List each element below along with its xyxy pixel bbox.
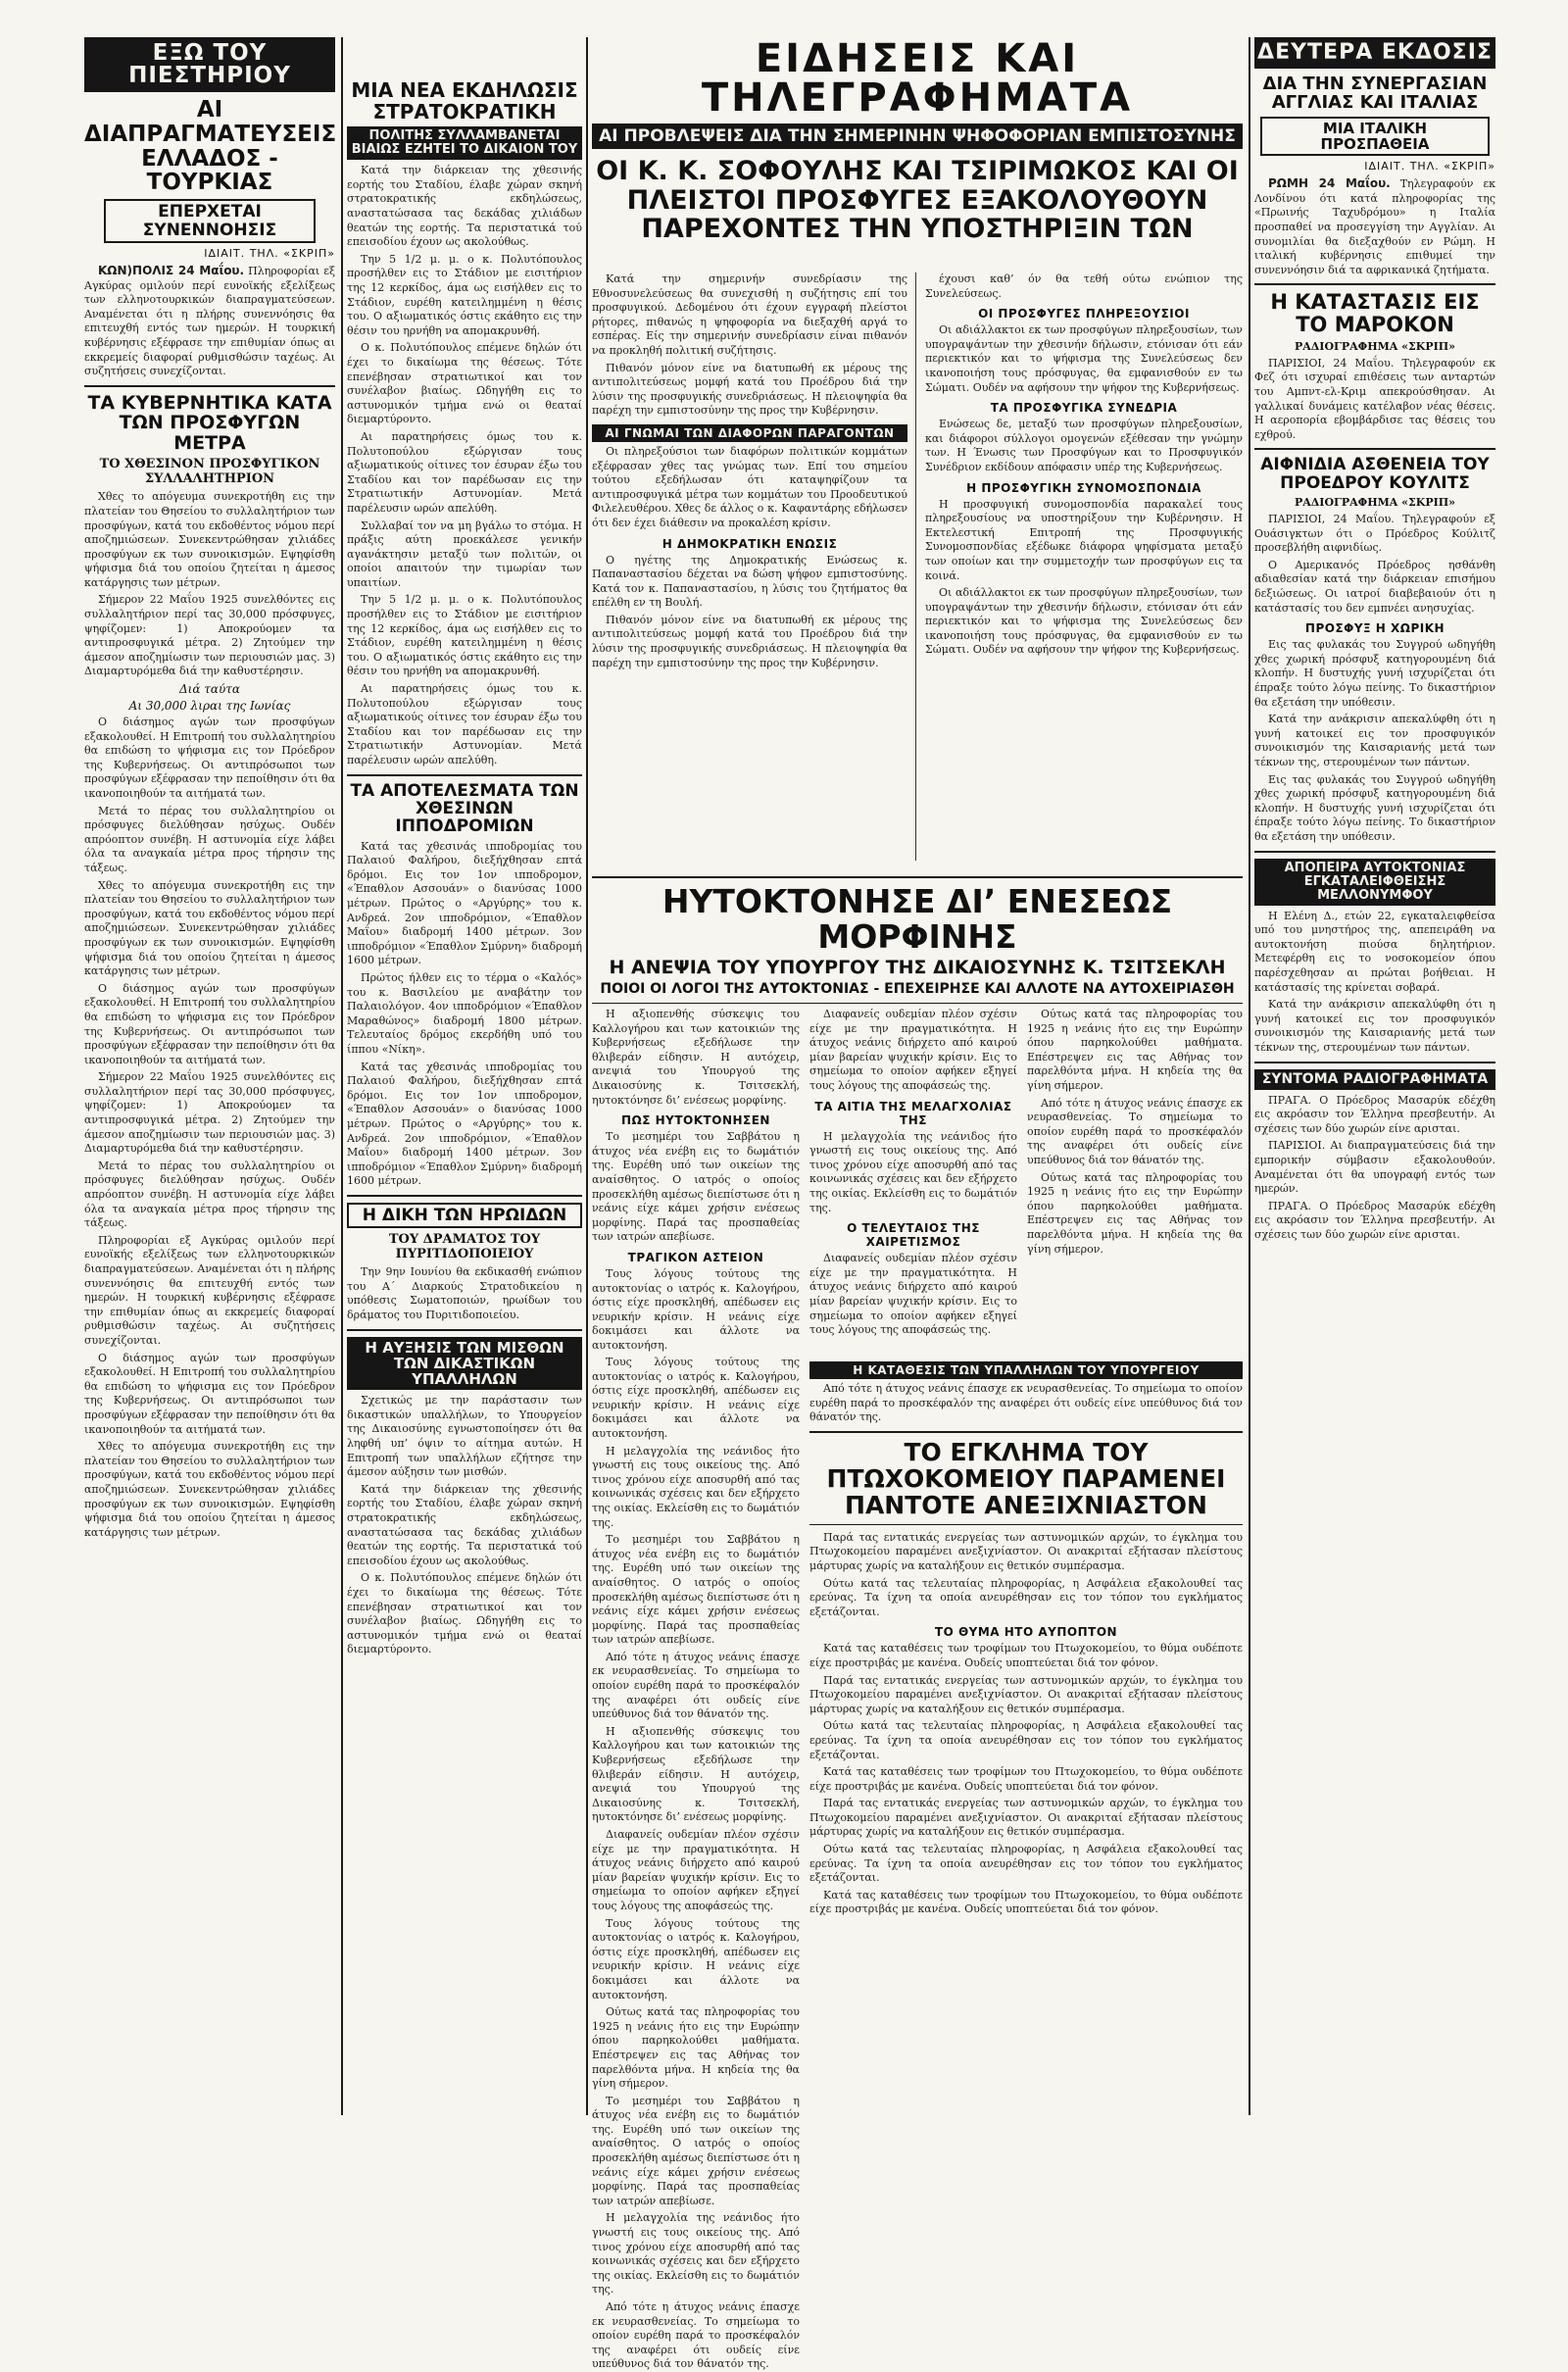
headline-coolidge: ΑΙΦΝΙΔΙΑ ΑΣΘΕΝΕΙΑ ΤΟΥ ΠΡΟΕΔΡΟΥ ΚΟΥΛΙΤΣ xyxy=(1260,455,1490,493)
article-text: Από τότε η άτυχος νεάνις έπασχε εκ νευρασθενείας. Το σημείωμα το οποίον ευρέθη παρά το προσκέφαλόν της αναφέρει ότι ουδείς είνε υπεύθυνος διά τον θάνατόν της. xyxy=(592,2300,800,2371)
divider xyxy=(1254,283,1495,285)
radiogram-label: ΡΑΔΙΟΓΡΑΦΗΜΑ «ΣΚΡΙΠ» xyxy=(1294,496,1456,510)
subhead-citizen-arrested: ΠΟΛΙΤΗΣ ΣΥΛΛΑΜΒΑΝΕΤΑΙ ΒΙΑΙΩΣ ΕΖΗΤΕΙ ΤΟ ΔΙΚΑΙΟΝ ΤΟΥ xyxy=(347,126,582,160)
article-text: Εις τας φυλακάς του Συγγρού ωδηγήθη χθες χωρική πρόσφυξ κατηγορουμένη διά κλοπήν. Η δυστυχής γυνή ισχυρίζεται ότι έπραξε τούτο λόγω πείνης. Το δικαστήριον θα εξετάση την υπόθεσιν. xyxy=(1254,638,1495,709)
article-text: Η αξιοπενθής σύσκεψις του Καλλογήρου και των κατοικιών της Κυβερνήσεως εξεδήλωσε την θλιβεράν είδησιν. Η αυτόχειρ, ανεψιά του Υπουργού της Δικαιοσύνης κ. Τσιτσεκλή, ηυτοκτόνησε δι’ ενέσεως μορφίνης. xyxy=(592,1008,800,1107)
article-text: Κατά την σημερινήν συνεδρίασιν της Εθνοσυνελεύσεως θα συνεχισθή η συζήτησις επί του προσφυγικού. Δεδομένου ότι έχουν εγγραφή πλείστοι ρήτορες, πιθανώς η ψηφοφορία να διεξαχθή αργά το εσπέρας. Είς την σημερινήν συνεδρίασιν είναι πιθανόν να προκληθή πολιτική συζήτησις. xyxy=(592,272,907,357)
divider xyxy=(347,1329,582,1331)
dateline: ΡΩΜΗ 24 Μαΐου. xyxy=(1268,176,1391,191)
bottom-section xyxy=(592,1356,1243,2371)
article-text: ΠΑΡΙΣΙΟΙ, 24 Μαΐου. Τηλεγραφούν εξ Ουάσιγκτων ότι ο Πρόεδρος Κούλιτζ προσεβλήθη αιφνιδίως. xyxy=(1254,513,1495,555)
subheading: ΠΡΟΣΦΥΞ Η ΧΩΡΙΚΗ xyxy=(1304,621,1446,636)
article-text: Παρά τας εντατικάς ενεργείας των αστυνομικών αρχών, το έγκλημα του Πτωχοκομείου παραμένει ανεξιχνίαστον. Οι ανακριταί εξήτασαν πλείστους μάρτυρας χωρίς να καταλήξουν εις θετικόν συμπέρασμα. xyxy=(809,1530,1243,1572)
article-text: Πρώτος ήλθεν εις το τέρμα ο «Καλός» του κ. Βασιλείου με αναβάτην τον Παλαιολόγον. 4ον ιπποδρόμιον «Έπαθλον Μαραθώνος» διαδρομή 1800 μέτρων. Τελευταίος δρόμος εκερδήθη υπό του ίππου «Νίκη». xyxy=(347,971,582,1056)
article-text: Οι αδιάλλακτοι εκ των προσφύγων πληρεξουσίων, των υπογραψάντων την χθεσινήν δήλωσιν, ετόνισαν ότι εάν περιεκτικόν και το ψήφισμα της Συνελεύσεως δεν ικανοποιήση τους πρόσφυγας, θα εμφανισθούν εν τω Σώματι. Ουδέν να αφήσουν την ψήφον της Κυβερνήσεως. xyxy=(925,323,1243,394)
article-text: Παρά τας εντατικάς ενεργείας των αστυνομικών αρχών, το έγκλημα του Πτωχοκομείου παραμένει ανεξιχνίαστον. Οι ανακριταί εξήτασαν πλείστους μάρτυρας χωρίς να καταλήξουν εις θετικόν συμπέρασμα. xyxy=(809,1797,1243,1839)
article-text: Πληροφορίαι εξ Αγκύρας ομιλούν περί ευνοϊκής εξελίξεως των ελληνοτουρκικών διαπραγματεύσεων. Αναμένεται ότι η πλήρης συνεννόησις θα επιτευχθή εντός των ημερών. Η τουρκική κυβέρνησις εξέφρασε την επιθυμίαν όπως αι εκκρεμείς διαφοραί ρυθμισθώσιν ταχέως. Αι συζητήσεις συνεχίζονται. xyxy=(84,1233,335,1347)
headline-refugee-measures: ΤΑ ΚΥΒΕΡΝΗΤΙΚΑ ΚΑΤΑ ΤΩΝ ΠΡΟΣΦΥΓΩΝ ΜΕΤΡΑ xyxy=(87,391,332,454)
headline-cooperation: ΔΙΑ ΤΗΝ ΣΥΝΕΡΓΑΣΙΑΝ ΑΓΓΛΙΑΣ ΚΑΙ ΙΤΑΛΙΑΣ xyxy=(1262,74,1488,114)
column-3 xyxy=(592,36,1243,2371)
subhead-gunpowder: ΤΟΥ ΔΡΑΜΑΤΟΣ ΤΟΥ ΠΥΡΙΤΙΔΟΠΟΙΕΙΟΥ xyxy=(388,1232,541,1262)
subheading: ΑΙ ΓΝΩΜΑΙ ΤΩΝ ΔΙΑΦΟΡΩΝ ΠΑΡΑΓΟΝΤΩΝ xyxy=(592,424,907,442)
headline-suicide-attempt: ΑΠΟΠΕΙΡΑ ΑΥΤΟΚΤΟΝΙΑΣ ΕΓΚΑΤΑΛΕΙΦΘΕΙΣΗΣ ΜΕΛΛΟΝΥΜΦΟΥ xyxy=(1254,859,1495,906)
headline-poorhouse-crime: ΤΟ ΕΓΚΛΗΜΑ ΤΟΥ ΠΤΩΧΟΚΟΜΕΙΟΥ ΠΑΡΑΜΕΝΕΙ ΠΑΝΤΟΤΕ ΑΝΕΞΙΧΝΙΑΣΤΟΝ xyxy=(826,1437,1226,1519)
article-text: Τηλεγραφούν εκ Λονδίνου ότι κατά πληροφορίας της «Πρωινής Ταχυδρόμου» η Ιταλία προσπαθεί να προσεγγίση την Αγγλίαν. Αι συνομιλίαι θα διεξαχθούν εν Ρώμη. Η ιταλική κυβέρνησις επιθυμεί την συνεννόησιν διά τα αφρικανικά ζητήματα. xyxy=(1254,177,1495,276)
article-text: Σχετικώς με την παράστασιν των δικαστικών υπαλλήλων, το Υπουργείον της Δικαιοσύνης εγνωστοποίησεν ότι θα ληφθή υπ’ όψιν το αίτημα αυτών. Η Επιτροπή των υπαλλήλων εζήτησε την άμεσον αύξησιν των μισθών. xyxy=(347,1394,582,1479)
subhead-agreement: ΕΠΕΡΧΕΤΑΙ ΣΥΝΕΝΝΟΗΣΙΣ xyxy=(104,199,316,243)
article-text: Η μελαγχολία της νεάνιδος ήτο γνωστή εις τους οικείους της. Από τινος χρόνου είχε αποσυρθή από τας κοινωνικάς σχέσεις και δεν εξήρχετο της οικίας. Εκλείσθη εις το δωμάτιόν της. xyxy=(592,1444,800,1529)
suicide-columns xyxy=(592,1008,1243,1352)
article-text: Ο ηγέτης της Δημοκρατικής Ενώσεως κ. Παπαναστασίου δέχεται να δώση ψήφον εμπιστοσύνης. Κατά τον κ. Παπαναστασίου, η λύσις του ζητήματος θα επέλθη εν τη Βουλή. xyxy=(592,553,907,610)
headline-confidence-vote: ΑΙ ΠΡΟΒΛΕΨΕΙΣ ΔΙΑ ΤΗΝ ΣΗΜΕΡΙΝΗΝ ΨΗΦΟΦΟΡΙΑΝ ΕΜΠΙΣΤΟΣΥΝΗΣ xyxy=(592,124,1243,149)
headline-militarist: ΜΙΑ ΝΕΑ ΕΚΔΗΛΩΣΙΣ ΣΤΡΑΤΟΚΡΑΤΙΚΗ xyxy=(351,78,578,124)
article-text: Πιθανόν μόνον είνε να διατυπωθή εκ μέρους της αντιπολιτεύσεως μομφή κατά του Προέδρου διά την λύσιν της προσφυγικής συνεδριάσεως. Η πλειοψηφία θα παρέχη την εμπιστοσύνην της προς την Κυβέρνησιν. xyxy=(592,613,907,669)
column-rule xyxy=(586,37,588,2115)
article-text: ΠΑΡΙΣΙΟΙ. Αι διαπραγματεύσεις διά την εμπορικήν σύμβασιν εξακολουθούν. Αναμένεται ότι θα υπογραφή εντός των ημερών. xyxy=(1254,1139,1495,1196)
article-text: Ούτω κατά τας τελευταίας πληροφορίας, η Ασφάλεια εξακολουθεί τας ερεύνας. Τα ίχνη τα οποία ανευρέθησαν εις τον τόπον του εγκλήματος εξετάζονται. xyxy=(809,1576,1243,1618)
article-text: Ούτως κατά τας πληροφορίας του 1925 η νεάνις ήτο εις την Ευρώπην όπου παρηκολούθει μαθήματα. Επέστρεψεν εις τας Αθήνας τον παρελθόντα μήνα. Η κηδεία της θα γίνη σήμερον. xyxy=(592,2005,800,2091)
headline-negotiations: ΑΙ ΔΙΑΠΡΑΓΜΑΤΕΥΣΕΙΣ ΕΛΛΑΔΟΣ - ΤΟΥΡΚΙΑΣ xyxy=(84,97,337,196)
article-text: Το μεσημέρι του Σαββάτου η άτυχος νέα ενέβη εις το δωμάτιόν της. Ευρέθη υπό των οικείων της αναίσθητος. Ο ιατρός ο οποίος προσεκλήθη αμέσως διεπίστωσε ότι η νεάνις είχε κάμει χρήσιν ενέσεως μορφίνης. Παρά τας προσπαθείας των ιατρών απεβίωσε. xyxy=(592,1533,800,1647)
subhead-rally: ΤΟ ΧΘΕΣΙΝΟΝ ΠΡΟΣΦΥΓΙΚΟΝ ΣΥΛΛΑΛΗΤΗΡΙΟΝ xyxy=(99,457,320,487)
suicide-col-c xyxy=(1027,1008,1243,1346)
article-text: Σήμερον 22 Μαΐου 1925 συνελθόντες εις συλλαλητήριον περί τας 30,000 πρόσφυγες, ψηφίζομεν: 1) Αποκρούομεν τα αντιπροσφυγικά μέτρα. 2) Ζητούμεν την άμεσον αποζημίωσιν των περιουσιών μας. 3) Διαμαρτυρόμεθα διά την καθυστέρησιν. xyxy=(84,1070,335,1156)
subheading: ΟΙ ΠΡΟΣΦΥΓΕΣ ΠΛΗΡΕΞΟΥΣΙΟΙ xyxy=(978,307,1190,321)
article-text: Ούτως κατά τας πληροφορίας του 1925 η νεάνις ήτο εις την Ευρώπην όπου παρηκολούθει μαθήματα. Επέστρεψεν εις τας Αθήνας τον παρελθόντα μήνα. Η κηδεία της θα γίνη σήμερον. xyxy=(1027,1170,1243,1256)
subhead-minister-niece: Η ΑΝΕΨΙΑ ΤΟΥ ΥΠΟΥΡΓΟΥ ΤΗΣ ΔΙΚΑΙΟΣΥΝΗΣ Κ. ΤΣΙΤΣΕΚΛΗ xyxy=(609,957,1226,979)
divider xyxy=(592,876,1243,878)
subhead-reasons: ΠΟΙΟΙ ΟΙ ΛΟΓΟΙ ΤΗΣ ΑΥΤΟΚΤΟΝΙΑΣ - ΕΠΕΧΕΙΡΗΣΕ ΚΑΙ ΑΛΛΟΤΕ ΝΑ ΑΥΤΟΧΕΙΡΙΑΣΘΗ xyxy=(600,980,1235,997)
article-text: Κατά την διάρκειαν της χθεσινής εορτής του Σταδίου, έλαβε χώραν σκηνή στρατοκρατικής εκδηλώσεως, αναστατώσασα τας δεκάδας χιλιάδων θεατών της εορτής. Τα περιστατικά τού επεισοδίου έχουν ως ακολούθως. xyxy=(347,1482,582,1567)
article-text: Τους λόγους τούτους της αυτοκτονίας ο ιατρός κ. Καλογήρου, όστις είχε προσκληθή, απέδωσεν εις νευρικήν κρίσιν. Η νεάνις είχε δοκιμάσει και άλλοτε να αυτοκτονήση. xyxy=(592,1266,800,1352)
article-text: Κατά την διάρκειαν της χθεσινής εορτής του Σταδίου, έλαβε χώραν σκηνή στρατοκρατικής εκδηλώσεως, αναστατώσασα τας δεκάδας χιλιάδων θεατών της εορτής. Τα περιστατικά τού επεισοδίου έχουν ως ακολούθως. xyxy=(347,164,582,249)
headline-heroines-trial: Η ΔΙΚΗ ΤΩΝ ΗΡΩΙΔΩΝ xyxy=(347,1203,582,1228)
article-text: Ούτω κατά τας τελευταίας πληροφορίας, η Ασφάλεια εξακολουθεί τας ερεύνας. Τα ίχνη τα οποία ανευρέθησαν εις τον τόπον του εγκλήματος εξετάζονται. xyxy=(809,1843,1243,1885)
newspaper-page xyxy=(84,36,1495,2371)
article-text: Συλλαβαί τον να μη βγάλω το στόμα. Η πράξις αύτη προεκάλεσε γενικήν αγανάκτησιν μεταξύ των πολιτών, οι οποίοι απαιτούν την τιμωρίαν των υπαιτίων. xyxy=(347,519,582,589)
article-text: Ενώσεως δε, μεταξύ των προσφύγων πληρεξουσίων, και διάφοροι σύλλογοι ομογενών εξέθεσαν την γνώμην των. Η Ένωσις των Προσφύγων και το Προσφυγικόν Συνέδριον εκδίδουν απόφασιν υπέρ της Κυβερνήσεως. xyxy=(925,418,1243,473)
article-text: Η αξιοπενθής σύσκεψις του Καλλογήρου και των κατοικιών της Κυβερνήσεως εξεδήλωσε την θλιβεράν είδησιν. Η αυτόχειρ, ανεψιά του Υπουργού της Δικαιοσύνης κ. Τσιτσεκλή, ηυτοκτόνησε δι’ ενέσεως μορφίνης. xyxy=(592,1724,800,1824)
article-text: Διαφανείς ουδεμίαν πλέον σχέσιν είχε με την πραγματικότητα. Η άτυχος νεάνις διήρχετο από καιρού μίαν βαρείαν ψυχικήν κρίσιν. Εις το σημείωμα το οποίον αφήκεν εξηγεί τους λόγους της αποφάσεώς της. xyxy=(809,1008,1017,1092)
article-text: Η μελαγχολία της νεάνιδος ήτο γνωστή εις τους οικείους της. Από τινος χρόνου είχε αποσυρθή από τας κοινωνικάς σχέσεις και δεν εξήρχετο της οικίας. Εκλείσθη εις το δωμάτιόν της. xyxy=(592,2211,800,2297)
divider xyxy=(84,385,335,387)
article-text: Το μεσημέρι του Σαββάτου η άτυχος νέα ενέβη εις το δωμάτιόν της. Ευρέθη υπό των οικείων της αναίσθητος. Ο ιατρός ο οποίος προσεκλήθη αμέσως διεπίστωσε ότι η νεάνις είχε κάμει χρήσιν ενέσεως μορφίνης. Παρά τας προσπαθείας των ιατρών απεβίωσε. xyxy=(592,1130,800,1244)
divider xyxy=(1254,851,1495,853)
subheading: ΤΑ ΠΡΟΣΦΥΓΙΚΑ ΣΥΝΕΔΡΙΑ xyxy=(990,401,1178,416)
divider xyxy=(809,1431,1243,1433)
article-text: Πληροφορίαι εξ Αγκύρας ομιλούν περί ευνοϊκής εξελίξεως των ελληνοτουρκικών διαπραγματεύσεων. Αναμένεται ότι η πλήρης συνεννόησις θα επιτευχθή εντός των ημερών. Η τουρκική κυβέρνησις εξέφρασε την επιθυμίαν όπως αι εκκρεμείς διαφοραί ρυθμισθώσιν ταχέως. Αι συζητήσεις συνεχίζονται. xyxy=(84,265,336,378)
two-col-section xyxy=(592,272,1243,861)
article-text: Μετά το πέρας του συλλαλητηρίου οι πρόσφυγες διελύθησαν ησύχως. Ουδέν απρόοπτον συνέβη. Η αστυνομία είχε λάβει όλα τα αναγκαία μέτρα προς τήρησιν της τάξεως. xyxy=(84,804,335,874)
subheading: Ο ΤΕΛΕΥΤΑΙΟΣ ΤΗΣ ΧΑΙΡΕΤΙΣΜΟΣ xyxy=(847,1221,980,1250)
column-rule xyxy=(915,272,916,861)
masthead-right: ΔΕΥΤΕΡΑ ΕΚΔΟΣΙΣ xyxy=(1254,37,1495,69)
bottom-right-col xyxy=(809,1356,1243,2115)
subheading: ΤΡΑΓΙΚΟΝ ΑΣΤΕΙΟΝ xyxy=(627,1250,764,1264)
article-text: Σήμερον 22 Μαΐου 1925 συνελθόντες εις συλλαλητήριον περί τας 30,000 πρόσφυγες, ψηφίζομεν: 1) Αποκρούομεν τα αντιπροσφυγικά μέτρα. 2) Ζητούμεν την άμεσον αποζημίωσιν των περιουσιών μας. 3) Διαμαρτυρόμεθα διά την καθυστέρησιν. xyxy=(84,593,335,678)
subcolumn-right xyxy=(925,272,1243,861)
article-text: Από τότε η άτυχος νεάνις έπασχε εκ νευρασθενείας. Το σημείωμα το οποίον ευρέθη παρά το προσκέφαλόν της αναφέρει ότι ουδείς είνε υπεύθυνος διά τον θάνατόν της. xyxy=(1027,1096,1243,1166)
article-text: Από τότε η άτυχος νεάνις έπασχε εκ νευρασθενείας. Το σημείωμα το οποίον ευρέθη παρά το προσκέφαλόν της αναφέρει ότι ουδείς είνε υπεύθυνος διά τον θάνατόν της. xyxy=(592,1650,800,1721)
masthead-center: ΕΙΔΗΣΕΙΣ ΚΑΙ ΤΗΛΕΓΡΑΦΗΜΑΤΑ xyxy=(701,36,1134,121)
article-text: Το μεσημέρι του Σαββάτου η άτυχος νέα ενέβη εις το δωμάτιόν της. Ευρέθη υπό των οικείων της αναίσθητος. Ο ιατρός ο οποίος προσεκλήθη αμέσως διεπίστωσε ότι η νεάνις είχε κάμει χρήσιν ενέσεως μορφίνης. Παρά τας προσπαθείας των ιατρών απεβίωσε. xyxy=(592,2094,800,2207)
article-text: ΠΑΡΙΣΙΟΙ, 24 Μαΐου. Τηλεγραφούν εκ Φεζ ότι ισχυραί επιθέσεις των ανταρτών του Αμπντ-ελ-Κριμ απεκρούσθησαν. Αι γαλλικαί δυνάμεις κατέλαβον νέας θέσεις. Η αεροπορία εβομβάρδισε τας θέσεις του εχθρού. xyxy=(1254,356,1495,441)
headline-morocco: Η ΚΑΤΑΣΤΑΣΙΣ ΕΙΣ ΤΟ ΜΑΡΟΚΟΝ xyxy=(1270,290,1480,337)
article-text: Κατά τας χθεσινάς ιπποδρομίας του Παλαιού Φαλήρου, διεξήχθησαν επτά δρόμοι. Εις τον 1ον ιπποδρομον, «Έπαθλον Ασσουάν» ο διανύσας 1000 μέτρων. Πρώτος ο «Αργύρης» του κ. Ανδρεά. 2ον ιπποδρόμιον, «Έπαθλον Μαΐου» διαδρομή 1400 μέτρων. 3ον ιπποδρόμιον «Έπαθλον Σμύρνη» διαδρομή 1600 μέτρων. xyxy=(347,839,582,967)
article-text: Μετά το πέρας του συλλαλητηρίου οι πρόσφυγες διελύθησαν ησύχως. Ουδέν απρόοπτον συνέβη. Η αστυνομία είχε λάβει όλα τα αναγκαία μέτρα προς τήρησιν της τάξεως. xyxy=(84,1159,335,1230)
article-text: Κατά τας καταθέσεις των τροφίμων του Πτωχοκομείου, το θύμα ουδέποτε είχε προστριβάς με κανένα. Ουδείς υποπτεύεται διά τον φόνον. xyxy=(809,1888,1243,1916)
column-rule xyxy=(1249,37,1250,2115)
article-text: ΠΡΑΓΑ. Ο Πρόεδρος Μασαρύκ εδέχθη εις ακρόασιν τον Έλληνα πρεσβευτήν. Αι σχέσεις των δύο χωρών είνε αρισται. xyxy=(1254,1199,1495,1241)
article-text: Την 9ην Ιουνίου θα εκδικασθή ενώπιον του Α΄ Διαρκούς Στρατοδικείου η υπόθεσις Σωματοποιών, ηρωίδων του δράματος του Πυριτιδοποιείου. xyxy=(347,1265,582,1322)
subheading: Η ΠΡΟΣΦΥΓΙΚΗ ΣΥΝΟΜΟΣΠΟΝΔΙΑ xyxy=(966,480,1201,495)
article-text: Ο διάσημος αγών των προσφύγων εξακολουθεί. Η Επιτροπή του συλλαλητηρίου θα επιδώση το ψήφισμα εις τον Πρόεδρον της Κυβερνήσεως. Οι αντιπρόσωποι των προσφύγων εξέφρασαν την πεποίθησιν ότι θα ικανοποιηθούν τα αιτήματά των. xyxy=(84,1351,335,1436)
headline-horse-races: ΤΑ ΑΠΟΤΕΛΕΣΜΑΤΑ ΤΩΝ ΧΘΕΣΙΝΩΝ ΙΠΠΟΔΡΟΜΙΩΝ xyxy=(350,780,579,837)
headline-short-radiograms: ΣΥΝΤΟΜΑ ΡΑΔΙΟΓΡΑΦΗΜΑΤΑ xyxy=(1254,1069,1495,1090)
article-text: Οι πληρεξούσιοι των διαφόρων πολιτικών κομμάτων εξέφρασαν χθες τας γνώμας των. Επί του σημείου τούτου εξεδήλωσαν ότι καταψηφίζουν τα αντιπροσφυγικά μέτρα των κομμάτων του Προοδευτικού Φιλελευθέρου. Χθες δε άλλος ο κ. Καφαντάρης εδήλωσεν ότι δεν έχει διάθεσιν να προκαλέση κρίσιν. xyxy=(592,444,907,529)
subheading: Αι 30,000 λιραι της Ιωνίας xyxy=(128,699,291,714)
headline-sofoulis: ΟΙ Κ. Κ. ΣΟΦΟΥΛΗΣ ΚΑΙ ΤΣΙΡΙΜΩΚΟΣ ΚΑΙ ΟΙ ΠΛΕΙΣΤΟΙ ΠΡΟΣΦΥΓΕΣ ΕΞΑΚΟΛΟΥΘΟΥΝ ΠΑΡΕΧΟΝΤΕΣ ΤΗΝ ΥΠΟΣΤΗΡΙΞΙΝ ΤΩΝ xyxy=(596,156,1239,244)
article-text: Πιθανόν μόνον είνε να διατυπωθή εκ μέρους της αντιπολιτεύσεως μομφή κατά του Προέδρου διά την λύσιν της προσφυγικής συνεδριάσεως. Η πλειοψηφία θα παρέχη την εμπιστοσύνην της προς την Κυβέρνησιν. xyxy=(592,361,907,418)
suicide-col-b xyxy=(809,1008,1017,1346)
article-text: Τους λόγους τούτους της αυτοκτονίας ο ιατρός κ. Καλογήρου, όστις είχε προσκληθή, απέδωσεν εις νευρικήν κρίσιν. Η νεάνις είχε δοκιμάσει και άλλοτε να αυτοκτονήση. xyxy=(592,1356,800,1440)
headline-suicide: ΗΥΤΟΚΤΟΝΗΣΕ ΔΙ’ ΕΝΕΣΕΩΣ ΜΟΡΦΙΝΗΣ xyxy=(662,882,1173,956)
dateline: ΚΩΝ)ΠΟΛΙΣ 24 Μαΐου. xyxy=(98,264,245,278)
column-2 xyxy=(347,37,582,2115)
subheading: ΠΩΣ ΗΥΤΟΚΤΟΝΗΣΕΝ xyxy=(621,1113,770,1128)
divider xyxy=(1254,448,1495,450)
divider xyxy=(347,774,582,776)
article-text: Την 5 1/2 μ. μ. ο κ. Πολυτόπουλος προσήλθεν εις το Στάδιον με εισιτήριον της 12 κερκίδος, άμα ως εισήλθεν εις το Στάδιον, ευρέθη κατειλημμένη η θέσις του. Ο αξιωματικός όστις εκάθητο εις την θέσιν του ηρνήθη να απομακρυνθή. xyxy=(347,252,582,337)
article-text: Κατά τας καταθέσεις των τροφίμων του Πτωχοκομείου, το θύμα ουδέποτε είχε προστριβάς με κανένα. Ουδείς υποπτεύεται διά τον φόνον. xyxy=(809,1765,1243,1793)
column-rule xyxy=(341,37,343,2115)
divider xyxy=(592,1003,1243,1004)
article-text: Ο διάσημος αγών των προσφύγων εξακολουθεί. Η Επιτροπή του συλλαλητηρίου θα επιδώση το ψήφισμα εις τον Πρόεδρον της Κυβερνήσεως. Οι αντιπρόσωποι των προσφύγων εξέφρασαν την πεποίθησιν ότι θα ικανοποιηθούν τα αιτήματά των. xyxy=(84,981,335,1066)
article-text: Χθες το απόγευμα συνεκροτήθη εις την πλατείαν του Θησείου το συλλαλητήριον των προσφύγων, κατά του εκδοθέντος νόμου περί αποζημιώσεων. Συνεκεντρώθησαν χιλιάδες προσφύγων εκ των συνοικισμών. Εψηφίσθη ψήφισμα διά του οποίου ζητείται η άμεσος κατάργησις των μέτρων. xyxy=(84,1440,335,1539)
headline-salaries: Η ΑΥΞΗΣΙΣ ΤΩΝ ΜΙΣΘΩΝ ΤΩΝ ΔΙΚΑΣΤΙΚΩΝ ΥΠΑΛΛΗΛΩΝ xyxy=(347,1337,582,1391)
article-text: έχουσι καθ’ όν θα τεθή ούτω ενώπιον της Συνελεύσεως. xyxy=(925,272,1243,300)
article-text: Χθες το απόγευμα συνεκροτήθη εις την πλατείαν του Θησείου το συλλαλητήριον των προσφύγων, κατά του εκδοθέντος νόμου περί αποζημιώσεων. Συνεκεντρώθησαν χιλιάδες προσφύγων εκ των συνοικισμών. Εψηφίσθη ψήφισμα διά του οποίου ζητείται η άμεσος κατάργησις των μέτρων. xyxy=(84,490,335,589)
subheading: ΤΟ ΘΥΜΑ ΗΤΟ ΑΥΠΟΠΤΟΝ xyxy=(934,1625,1118,1640)
byline: ΙΔΙΑΙΤ. ΤΗΛ. «ΣΚΡΙΠ» xyxy=(1364,160,1495,173)
article-text: Από τότε η άτυχος νεάνις έπασχε εκ νευρασθενείας. Το σημείωμα το οποίον ευρέθη παρά το προσκέφαλόν της αναφέρει ότι ουδείς είνε υπεύθυνος διά τον θάνατόν της. xyxy=(809,1382,1243,1424)
article-text: Αι παρατηρήσεις όμως του κ. Πολυτοπούλου εξώργισαν τους αξιωματικούς οίτινες τον έσυραν έξω του Σταδίου και τον παρέδωσαν εις την Στρατιωτικήν Αστυνομίαν. Μετά παρέλευσιν ωρών απελύθη. xyxy=(347,682,582,766)
article-text: Κατά τας καταθέσεις των τροφίμων του Πτωχοκομείου, το θύμα ουδέποτε είχε προστριβάς με κανένα. Ουδείς υποπτεύεται διά τον φόνον. xyxy=(809,1642,1243,1669)
subheading: Η ΔΗΜΟΚΡΑΤΙΚΗ ΕΝΩΣΙΣ xyxy=(662,536,838,551)
subcolumn-left xyxy=(592,272,907,861)
article-text: Χθες το απόγευμα συνεκροτήθη εις την πλατείαν του Θησείου το συλλαλητήριον των προσφύγων, κατά του εκδοθέντος νόμου περί αποζημιώσεων. Συνεκεντρώθησαν χιλιάδες προσφύγων εκ των συνοικισμών. Εψηφίσθη ψήφισμα διά του οποίου ζητείται η άμεσος κατάργησις των μέτρων. xyxy=(84,878,335,978)
subheading: Διά ταύτα xyxy=(178,682,241,697)
article-text: Την 5 1/2 μ. μ. ο κ. Πολυτόπουλος προσήλθεν εις το Στάδιον με εισιτήριον της 12 κερκίδος, άμα ως εισήλθεν εις το Στάδιον, ευρέθη κατειλημμένη η θέσις του. Ο αξιωματικός όστις εκάθητο εις την θέσιν του ηρνήθη να απομακρυνθή. xyxy=(347,593,582,678)
divider xyxy=(1254,1062,1495,1063)
subheading: Η ΚΑΤΑΘΕΣΙΣ ΤΩΝ ΥΠΑΛΛΗΛΩΝ ΤΟΥ ΥΠΟΥΡΓΕΙΟΥ xyxy=(809,1361,1243,1379)
article-text: ΠΡΑΓΑ. Ο Πρόεδρος Μασαρύκ εδέχθη εις ακρόασιν τον Έλληνα πρεσβευτήν. Αι σχέσεις των δύο χωρών είνε αρισται. xyxy=(1254,1093,1495,1135)
suicide-col-a xyxy=(592,1008,800,1352)
masthead-left: ΕΞΩ ΤΟΥ ΠΙΕΣΤΗΡΙΟΥ xyxy=(84,37,335,92)
article-text: Ο διάσημος αγών των προσφύγων εξακολουθεί. Η Επιτροπή του συλλαλητηρίου θα επιδώση το ψήφισμα εις τον Πρόεδρον της Κυβερνήσεως. Οι αντιπρόσωποι των προσφύγων εξέφρασαν την πεποίθησιν ότι θα ικανοποιηθούν τα αιτήματά των. xyxy=(84,716,335,801)
column-1 xyxy=(84,37,335,2115)
divider xyxy=(809,1524,1243,1525)
article-text: Ούτως κατά τας πληροφορίας του 1925 η νεάνις ήτο εις την Ευρώπην όπου παρηκολούθει μαθήματα. Επέστρεψεν εις τας Αθήνας τον παρελθόντα μήνα. Η κηδεία της θα γίνη σήμερον. xyxy=(1027,1008,1243,1092)
article-text: Ο κ. Πολυτόπουλος επέμενε δηλών ότι έχει το δικαίωμα της θέσεως. Τότε επενέβησαν στρατιωτικοί και τον συνέλαβον βιαίως. Ωδηγήθη εις το αστυνομικόν τμήμα ενώ οι θεαταί διεμαρτύροντο. xyxy=(347,1571,582,1656)
article-text: Κατά την ανάκρισιν απεκαλύφθη ότι η γυνή κατοικεί εις τον προσφυγικόν συνοικισμόν της Καισαριανής μετά των τέκνων της, στερουμένων των πάντων. xyxy=(1254,998,1495,1054)
article-text: Ούτω κατά τας τελευταίας πληροφορίας, η Ασφάλεια εξακολουθεί τας ερεύνας. Τα ίχνη τα οποία ανευρέθησαν εις τον τόπον του εγκλήματος εξετάζονται. xyxy=(809,1719,1243,1761)
article-text: Η Ελένη Δ., ετών 22, εγκαταλειφθείσα υπό του μνηστήρος της, απεπειράθη να αυτοκτονήση πιούσα δηλητήριον. Μετεφέρθη εις το νοσοκομείον όπου παρέσχεθησαν αι πρώται βοήθειαι. Η κατάστασίς της κρίνεται σοβαρά. xyxy=(1254,909,1495,994)
divider xyxy=(347,1195,582,1197)
article-text: Ο Αμερικανός Πρόεδρος ησθάνθη αδιαθεσίαν κατά την διάρκειαν επισήμου δεξιώσεως. Οι ιατροί διαβεβαιούν ότι η κατάστασίς του δεν εμπνέει ανησυχίας. xyxy=(1254,558,1495,615)
bottom-left-col xyxy=(592,1356,800,2371)
article-text: Διαφανείς ουδεμίαν πλέον σχέσιν είχε με την πραγματικότητα. Η άτυχος νεάνις διήρχετο από καιρού μίαν βαρείαν ψυχικήν κρίσιν. Εις το σημείωμα το οποίον αφήκεν εξηγεί τους λόγους της αποφάσεώς της. xyxy=(809,1252,1017,1337)
article-text: Παρά τας εντατικάς ενεργείας των αστυνομικών αρχών, το έγκλημα του Πτωχοκομείου παραμένει ανεξιχνίαστον. Οι ανακριταί εξήτασαν πλείστους μάρτυρας χωρίς να καταλήξουν εις θετικόν συμπέρασμα. xyxy=(809,1673,1243,1715)
suicide-story xyxy=(592,870,1243,1010)
article-text: Εις τας φυλακάς του Συγγρού ωδηγήθη χθες χωρική πρόσφυξ κατηγορουμένη διά κλοπήν. Η δυστυχής γυνή ισχυρίζεται ότι έπραξε τούτο λόγω πείνης. Το δικαστήριον θα εξετάση την υπόθεσιν. xyxy=(1254,772,1495,843)
article-text: Κατά την ανάκρισιν απεκαλύφθη ότι η γυνή κατοικεί εις τον προσφυγικόν συνοικισμόν της Καισαριανής μετά των τέκνων της, στερουμένων των πάντων. xyxy=(1254,713,1495,768)
article-text: Οι αδιάλλακτοι εκ των προσφύγων πληρεξουσίων, των υπογραψάντων την χθεσινήν δήλωσιν, ετόνισαν ότι εάν περιεκτικόν και το ψήφισμα της Συνελεύσεως δεν ικανοποιήση τους πρόσφυγας, θα εμφανισθούν εν τω Σώματι. Ουδέν να αφήσουν την ψήφον της Κυβερνήσεως. xyxy=(925,586,1243,657)
article-text: Κατά τας χθεσινάς ιπποδρομίας του Παλαιού Φαλήρου, διεξήχθησαν επτά δρόμοι. Εις τον 1ον ιπποδρομον, «Έπαθλον Ασσουάν» ο διανύσας 1000 μέτρων. Πρώτος ο «Αργύρης» του κ. Ανδρεά. 2ον ιπποδρόμιον, «Έπαθλον Μαΐου» διαδρομή 1400 μέτρων. 3ον ιπποδρόμιον «Έπαθλον Σμύρνη» διαδρομή 1600 μέτρων. xyxy=(347,1060,582,1188)
radiogram-label: ΡΑΔΙΟΓΡΑΦΗΜΑ «ΣΚΡΙΠ» xyxy=(1294,339,1456,353)
article-text: Η προσφυγική συνομοσπονδία παρακαλεί τους πληρεξουσίους να υποστηρίξουν την Κυβέρνησιν. Η Εκτελεστική Επιτροπή της Προσφυγικής Συνομοσπονδίας εξέδωκε διάφορα ψηφίσματα μεταξύ των οποίων και την συμμετοχήν των προσφύγων εις τα κοινά. xyxy=(925,497,1243,582)
byline: ΙΔΙΑΙΤ. ΤΗΛ. «ΣΚΡΙΠ» xyxy=(204,247,335,261)
article-text: Διαφανείς ουδεμίαν πλέον σχέσιν είχε με την πραγματικότητα. Η άτυχος νεάνις διήρχετο από καιρού μίαν βαρείαν ψυχικήν κρίσιν. Εις το σημείωμα το οποίον αφήκεν εξηγεί τους λόγους της αποφάσεώς της. xyxy=(592,1828,800,1912)
subhead-italian-effort: ΜΙΑ ΙΤΑΛΙΚΗ ΠΡΟΣΠΑΘΕΙΑ xyxy=(1260,117,1490,156)
subheading: ΤΑ ΑΙΤΙΑ ΤΗΣ ΜΕΛΑΓΧΟΛΙΑΣ ΤΗΣ xyxy=(814,1099,1012,1127)
column-4 xyxy=(1254,37,1495,2115)
article-text: Η μελαγχολία της νεάνιδος ήτο γνωστή εις τους οικείους της. Από τινος χρόνου είχε αποσυρθή από τας κοινωνικάς σχέσεις και δεν εξήρχετο της οικίας. Εκλείσθη εις το δωμάτιόν της. xyxy=(809,1129,1017,1214)
article-text: Ο κ. Πολυτόπουλος επέμενε δηλών ότι έχει το δικαίωμα της θέσεως. Τότε επενέβησαν στρατιωτικοί και τον συνέλαβον βιαίως. Ωδηγήθη εις το αστυνομικόν τμήμα ενώ οι θεαταί διεμαρτύροντο. xyxy=(347,341,582,426)
article-text: Τους λόγους τούτους της αυτοκτονίας ο ιατρός κ. Καλογήρου, όστις είχε προσκληθή, απέδωσεν εις νευρικήν κρίσιν. Η νεάνις είχε δοκιμάσει και άλλοτε να αυτοκτονήση. xyxy=(592,1916,800,2001)
article-text: Αι παρατηρήσεις όμως του κ. Πολυτοπούλου εξώργισαν τους αξιωματικούς οίτινες τον έσυραν έξω του Σταδίου και τον παρέδωσαν εις την Στρατιωτικήν Αστυνομίαν. Μετά παρέλευσιν ωρών απελύθη. xyxy=(347,429,582,515)
